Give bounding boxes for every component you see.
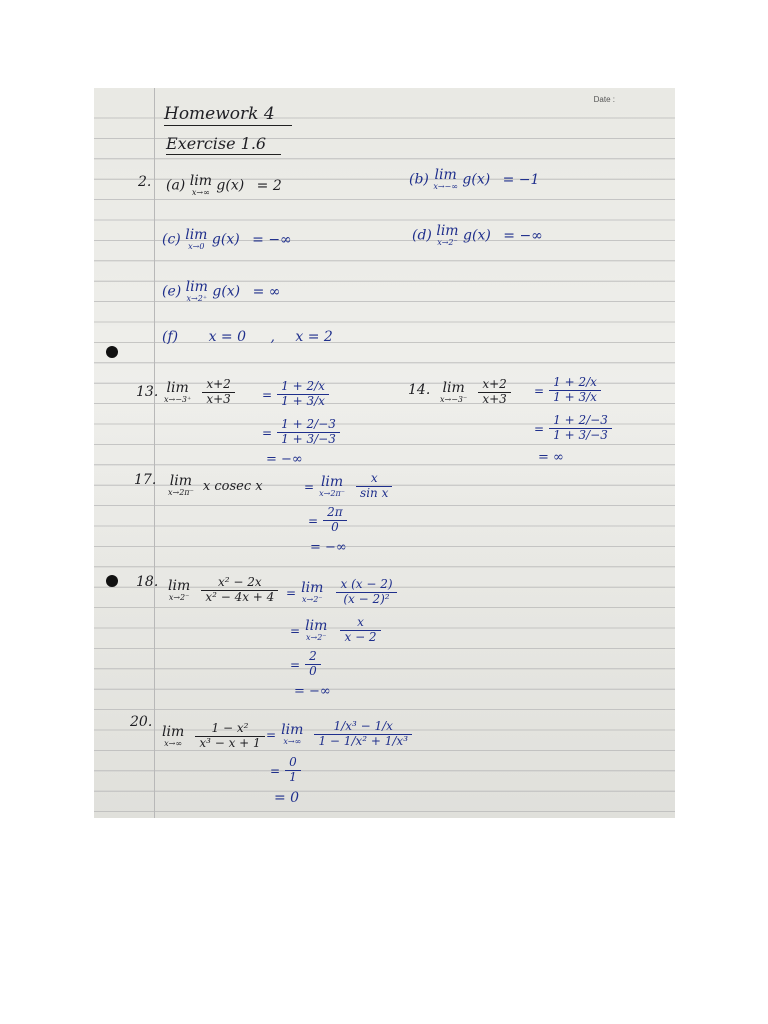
problem-17-result: = −∞ [310,540,347,555]
problem-20-step-2: = $\frac{0}{1}$ [270,756,301,785]
problem-20-result: = 0 [274,790,300,806]
problem-14-result: = ∞ [538,450,564,465]
problem-20-number: 20. [130,714,153,730]
part-label: (e) [162,283,182,300]
problem-2b [409,168,539,191]
problem-2-number: 2. [138,174,152,190]
problem-2c [162,228,292,251]
problem-17-number: 17. [134,472,157,488]
function-expr: g(x) [212,283,241,300]
problem-20-step-1: = lim x→∞ $\frac{\text{1/x³ − 1/x}}{\text{1 − 1/x² + 1/x³}}$ [266,720,412,749]
title-underline [164,125,292,126]
problem-18-step-3: = $\frac{2}{0}$ [290,650,321,679]
problem-13-step-2: = $\frac{1 + 2/-3}{1 + 3/-3}$ [262,418,340,447]
subtitle-underline [166,154,281,155]
limit-result: = −1 [502,171,540,188]
problem-2d [412,224,543,247]
limit-result: = −∞ [252,231,292,248]
limit-result: = 2 [256,177,282,194]
limit-operator: lim x→2⁻ [436,223,459,247]
problem-2a [166,174,282,197]
part-label: (d) [412,227,432,244]
problem-2e [162,280,280,303]
asymptote-eq-1: x = 0 [208,329,246,345]
margin-line [154,88,155,818]
limit-result: = ∞ [252,283,281,300]
punch-hole [106,346,118,358]
problem-14-number: 14. [408,382,431,398]
problem-18-step-2: = lim x→2⁻ $\frac{x}{x - 2}$ [290,616,381,645]
punch-hole [106,575,118,587]
problem-14-step-1: = $\frac{1 + 2/x}{1 + 3/x}$ [534,376,601,405]
problem-17-limit: lim x→2π⁻ x cosec x [168,473,263,497]
problem-18-number: 18. [136,574,159,590]
ruled-lines [94,88,675,818]
notebook-page [94,88,675,818]
limit-operator: lim x→∞ [189,173,212,197]
function-expr: g(x) [211,231,240,248]
problem-13-result: = −∞ [266,452,303,467]
function-expr: g(x) [463,227,491,244]
limit-operator: lim x→0 [185,227,208,251]
part-label: (b) [409,171,429,188]
function-expr: g(x) [216,177,245,194]
problem-18-limit: lim x→2⁻ $\frac{\text{x² − 2x}}{\text{x² − 4x + 4}}$ [168,576,278,605]
problem-17-step-2: = $\frac{2\pi}{0}$ [308,506,347,535]
limit-operator: lim x→−∞ [433,167,458,191]
problem-13-number: 13. [136,384,159,400]
part-label: (f) [162,329,179,345]
problem-2f: (f) x = 0 , x = 2 [162,329,333,345]
problem-14-limit: lim x→−3⁻ $\frac{x+2}{x+3}$ [440,378,511,407]
homework-title: Homework 4 [164,104,275,124]
problem-17-step-1: = lim x→2π⁻ $\frac{x}{\text{sin x}}$ [304,472,392,501]
problem-13-limit: lim x→−3⁺ $\frac{x+2}{x+3}$ [164,378,235,407]
problem-18-result: = −∞ [294,684,331,699]
asymptote-eq-2: x = 2 [295,329,333,345]
problem-14-step-2: = $\frac{1 + 2/-3}{1 + 3/-3}$ [534,414,612,443]
limit-operator: lim x→2⁺ [185,279,208,303]
limit-result: = −∞ [503,227,543,244]
problem-18-step-1: = lim x→2⁻ $\frac{x (x - 2)}{\text{(x − 2)²}}$ [286,578,397,607]
function-expr: g(x) [462,171,491,188]
date-label: Date : [593,95,615,104]
exercise-subtitle: Exercise 1.6 [166,134,267,153]
problem-13-step-1: = $\frac{1 + 2/x}{1 + 3/x}$ [262,380,329,409]
part-label: (a) [166,177,186,194]
problem-20-limit: lim x→∞ $\frac{\text{1 − x²}}{\text{x³ − x + 1}}$ [162,722,265,751]
part-label: (c) [162,231,181,248]
